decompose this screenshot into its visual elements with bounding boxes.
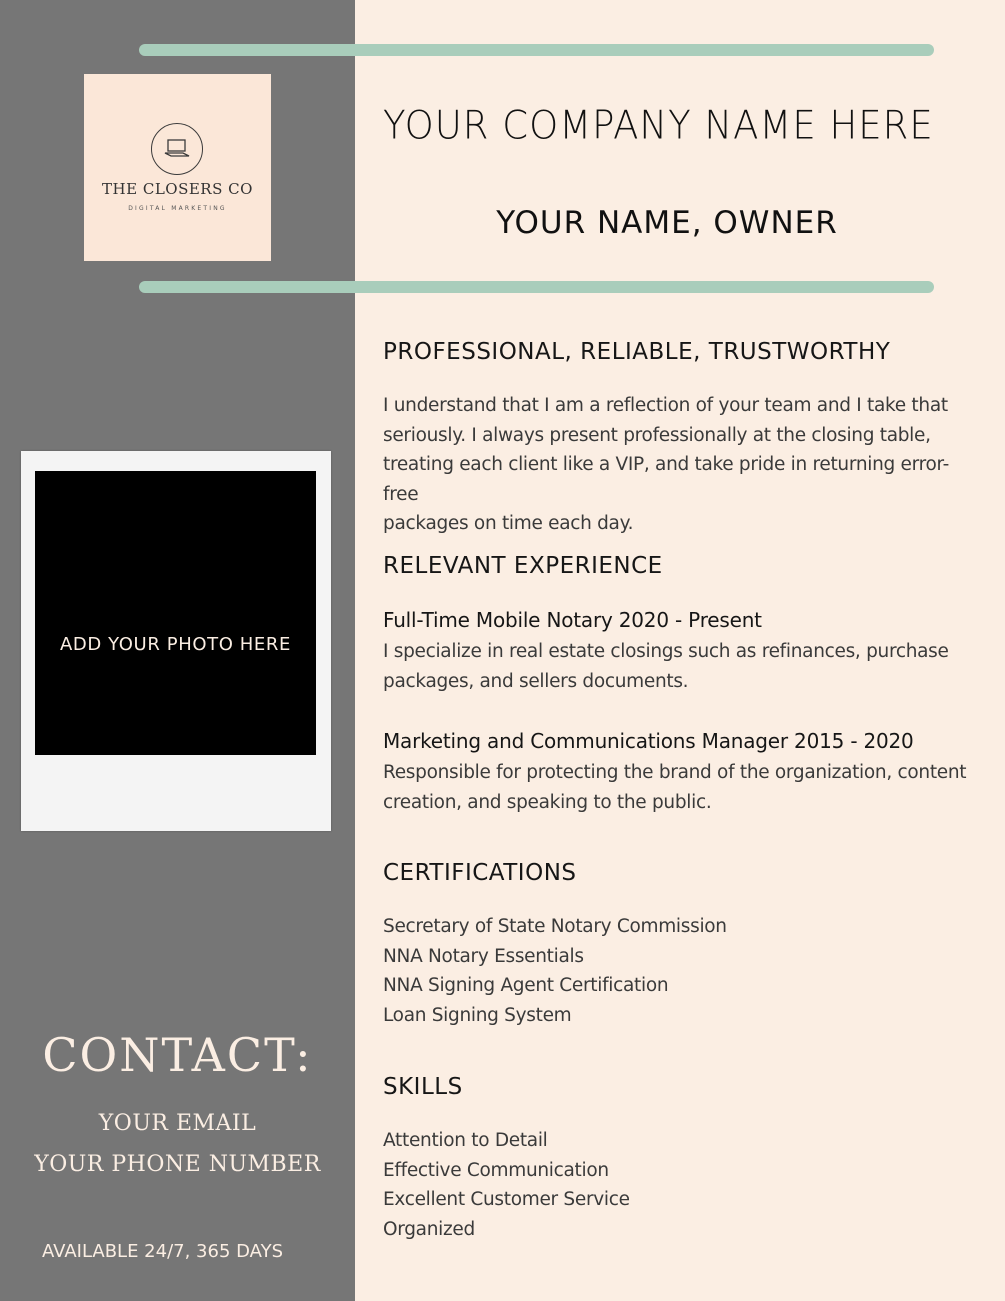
owner-name: YOUR NAME, OWNER bbox=[496, 205, 838, 241]
job-description-line: creation, and speaking to the public. bbox=[383, 791, 712, 813]
certification-item: NNA Signing Agent Certification bbox=[383, 975, 669, 997]
experience-heading: RELEVANT EXPERIENCE bbox=[383, 553, 663, 579]
about-paragraph bbox=[383, 391, 973, 539]
certification-item: NNA Notary Essentials bbox=[383, 945, 584, 967]
skill-item: Attention to Detail bbox=[383, 1130, 548, 1151]
company-name: YOUR COMPANY NAME HERE bbox=[383, 102, 934, 149]
contact-phone: YOUR PHONE NUMBER bbox=[34, 1152, 321, 1177]
photo-placeholder[interactable] bbox=[35, 471, 316, 755]
job-description-line: I specialize in real estate closings such as refinances, purchase bbox=[383, 641, 949, 662]
skill-item: Excellent Customer Service bbox=[383, 1189, 630, 1211]
job-description-line: packages, and sellers documents. bbox=[383, 670, 689, 692]
bottom-accent-rule bbox=[139, 281, 934, 293]
job-title: Marketing and Communications Manager 2015 - 2020 bbox=[383, 729, 914, 753]
logo-name: THE CLOSERS CO bbox=[102, 180, 253, 198]
skill-item: Organized bbox=[383, 1218, 475, 1240]
logo bbox=[84, 74, 271, 261]
job-title: Full-Time Mobile Notary 2020 - Present bbox=[383, 608, 762, 632]
about-line: seriously. I always present professionally at the closing table, bbox=[383, 424, 931, 446]
contact-email: YOUR EMAIL bbox=[98, 1111, 257, 1136]
about-heading: PROFESSIONAL, RELIABLE, TRUSTWORTHY bbox=[383, 339, 891, 365]
skills-list bbox=[383, 1126, 630, 1244]
laptop-icon bbox=[163, 136, 193, 162]
contact-heading: CONTACT: bbox=[42, 1028, 313, 1082]
photo-placeholder-label: ADD YOUR PHOTO HERE bbox=[60, 634, 291, 655]
availability-text: AVAILABLE 24/7, 365 DAYS bbox=[42, 1241, 283, 1262]
certifications-list bbox=[383, 912, 727, 1030]
logo-tagline: DIGITAL MARKETING bbox=[128, 205, 227, 212]
about-line: packages on time each day. bbox=[383, 513, 634, 535]
about-line: treating each client like a VIP, and take pride in returning error-free bbox=[383, 454, 950, 505]
job-description bbox=[383, 758, 973, 817]
logo-emblem bbox=[151, 123, 203, 175]
certification-item: Secretary of State Notary Commission bbox=[383, 916, 727, 937]
job-description-line: Responsible for protecting the brand of the organization, content bbox=[383, 762, 967, 783]
skill-item: Effective Communication bbox=[383, 1159, 609, 1181]
top-accent-rule bbox=[139, 44, 934, 56]
photo-frame bbox=[21, 451, 331, 831]
job-description bbox=[383, 637, 973, 696]
certification-item: Loan Signing System bbox=[383, 1004, 572, 1026]
certifications-heading: CERTIFICATIONS bbox=[383, 860, 577, 886]
about-line: I understand that I am a reflection of your team and I take that bbox=[383, 395, 948, 416]
skills-heading: SKILLS bbox=[383, 1074, 463, 1100]
